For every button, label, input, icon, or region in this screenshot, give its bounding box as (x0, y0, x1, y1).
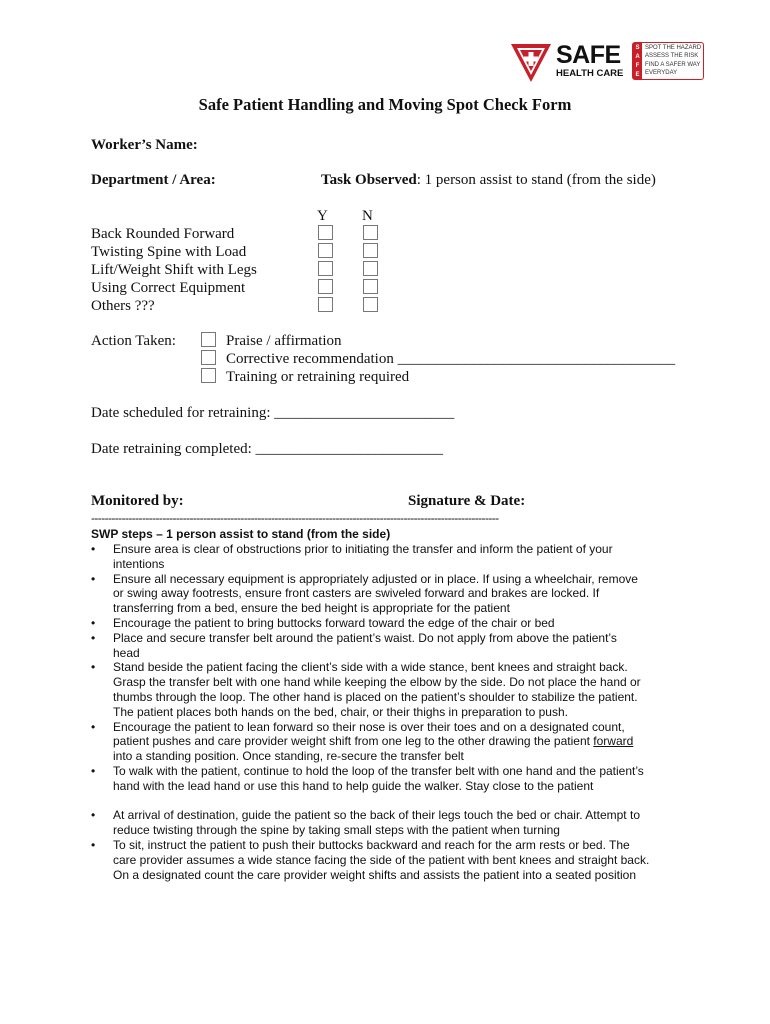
yes-checkbox-twisting-spine[interactable] (318, 243, 333, 258)
checklist-item-others: Others ??? (91, 298, 155, 314)
checklist-item-twisting-spine: Twisting Spine with Load (91, 244, 247, 260)
logo-safe-text: SAFE (556, 41, 621, 69)
logo-tagline-box (632, 42, 704, 80)
step-line: To sit, instruct the patient to push their buttocks backward and reach for the arm rests or bed. The (113, 837, 630, 852)
step-line: Ensure area is clear of obstructions prior to initiating the transfer and inform the patient of your (113, 542, 613, 556)
step-line: transferring from a bed, ensure the bed height is appropriate for the patient (113, 601, 510, 616)
step-line: hand with the lead hand or use this hand to help guide the walker. Stay close to the patient (113, 778, 594, 793)
swp-steps-list (91, 542, 691, 882)
list-item (91, 572, 691, 616)
list-item (91, 838, 691, 882)
page-title: Safe Patient Handling and Moving Spot Check Form (198, 95, 572, 114)
step-line: On a designated count the care provider weight shifts and assists the patient into a seated position (113, 867, 636, 882)
logo-acronym (633, 43, 642, 79)
step-line: head (113, 645, 140, 660)
task-observed (321, 172, 656, 189)
dashed-divider: ------------------------------------------------------------------------------------------------------------------------ (91, 512, 499, 524)
checklist-item-back-rounded: Back Rounded Forward (91, 226, 235, 242)
action-taken-label: Action Taken: (91, 333, 176, 349)
step-line: Encourage the patient to lean forward so their nose is over their toes and on a designated count, (113, 719, 625, 734)
corrective-recommendation-label: Corrective recommendation _____________________________________ (226, 351, 676, 367)
yes-column-header: Y (317, 208, 328, 224)
list-item (91, 631, 691, 661)
no-column-header: N (362, 208, 373, 224)
underlined-word: forward (593, 734, 634, 749)
step-line: Stand beside the patient facing the client’s side with a wide stance, bent knees and straight back. (113, 660, 628, 675)
shield-cross-icon (510, 42, 552, 84)
bullet-icon: • (91, 571, 96, 586)
list-item (91, 720, 691, 764)
praise-checkbox[interactable] (201, 332, 216, 347)
logo-tagline (645, 44, 701, 78)
step-line: To walk with the patient, continue to hold the loop of the transfer belt with one hand and the patient’s (113, 763, 644, 778)
no-checkbox-twisting-spine[interactable] (363, 243, 378, 258)
yes-checkbox-lift-weight-shift[interactable] (318, 261, 333, 276)
no-checkbox-back-rounded[interactable] (363, 225, 378, 240)
bullet-icon: • (91, 630, 96, 645)
tagline-line: EVERYDAY (645, 70, 678, 77)
yes-checkbox-correct-equipment[interactable] (318, 279, 333, 294)
signature-date-label: Signature & Date: (408, 493, 526, 509)
monitored-by-label: Monitored by: (91, 493, 184, 509)
logo-acronym-text: SAFE (635, 45, 640, 78)
step-line: into a standing position. Once standing, re-secure the transfer belt (113, 749, 464, 764)
step-line: intentions (113, 556, 165, 571)
bullet-icon: • (91, 808, 96, 823)
list-item (91, 542, 691, 572)
step-text: patient pushes and care provider weight shift from one leg to the other drawing the patient (113, 734, 594, 749)
training-required-checkbox[interactable] (201, 368, 216, 383)
checklist-item-correct-equipment: Using Correct Equipment (91, 280, 246, 296)
worker-name-label: Worker’s Name: (91, 137, 198, 153)
list-item (91, 660, 691, 719)
bullet-icon: • (91, 837, 96, 852)
tagline-line: FIND A SAFER WAY (645, 61, 701, 68)
no-checkbox-others[interactable] (363, 297, 378, 312)
step-line: reduce twisting through the spine by taking small steps with the patient when turning (113, 823, 560, 838)
bullet-icon: • (91, 763, 96, 778)
training-required-label: Training or retraining required (226, 369, 410, 385)
no-checkbox-lift-weight-shift[interactable] (363, 261, 378, 276)
bullet-icon: • (91, 542, 96, 556)
step-line: Place and secure transfer belt around the patient’s waist. Do not apply from above the patient’s (113, 630, 617, 645)
step-line: Grasp the transfer belt with one hand while keeping the elbow by the side. Do not place the hand or (113, 675, 641, 690)
no-checkbox-correct-equipment[interactable] (363, 279, 378, 294)
step-line: care provider assumes a wide stance facing the side of the patient with bent knees and straight back. (113, 852, 650, 867)
step-line: The patient places both hands on the bed, chair, or their thighs in preparation to push. (113, 704, 568, 719)
tagline-line: ASSESS THE RISK (645, 53, 699, 60)
checklist-item-lift-weight-shift: Lift/Weight Shift with Legs (91, 262, 257, 278)
yes-checkbox-back-rounded[interactable] (318, 225, 333, 240)
praise-option-label: Praise / affirmation (226, 333, 342, 349)
date-scheduled-field[interactable]: Date scheduled for retraining: ________________________ (91, 405, 455, 421)
yes-checkbox-others[interactable] (318, 297, 333, 312)
step-line (113, 734, 691, 749)
tagline-line: SPOT THE HAZARD (645, 45, 702, 51)
logo-health-care-text: HEALTH CARE (556, 68, 624, 79)
list-item (91, 616, 691, 631)
date-completed-field[interactable]: Date retraining completed: _________________________ (91, 441, 444, 457)
bullet-icon: • (91, 660, 96, 675)
swp-steps-title: SWP steps – 1 person assist to stand (from the side) (91, 527, 391, 541)
step-line: Ensure all necessary equipment is appropriately adjusted or in place. If using a wheelchair, remove (113, 571, 638, 586)
bullet-icon: • (91, 615, 96, 630)
step-line: thumbs through the loop. The other hand is placed on the patient’s shoulder to stabilize the patient. (113, 689, 638, 704)
corrective-recommendation-checkbox[interactable] (201, 350, 216, 365)
department-area-label: Department / Area: (91, 172, 216, 188)
list-item (91, 808, 691, 838)
step-line: Encourage the patient to bring buttocks forward toward the edge of the chair or bed (113, 615, 555, 630)
spacer (91, 794, 691, 809)
list-item (91, 764, 691, 794)
step-line: or swing away footrests, ensure front casters are swiveled forward and brakes are locked. If (113, 586, 600, 601)
safe-health-care-logo (510, 42, 706, 84)
task-observed-colon: : (416, 172, 421, 188)
task-observed-value: 1 person assist to stand (from the side) (420, 172, 656, 188)
bullet-icon: • (91, 719, 96, 734)
step-line: At arrival of destination, guide the patient so the back of their legs touch the bed or chair. Attempt to (113, 808, 640, 823)
task-observed-label: Task Observed (321, 172, 417, 188)
